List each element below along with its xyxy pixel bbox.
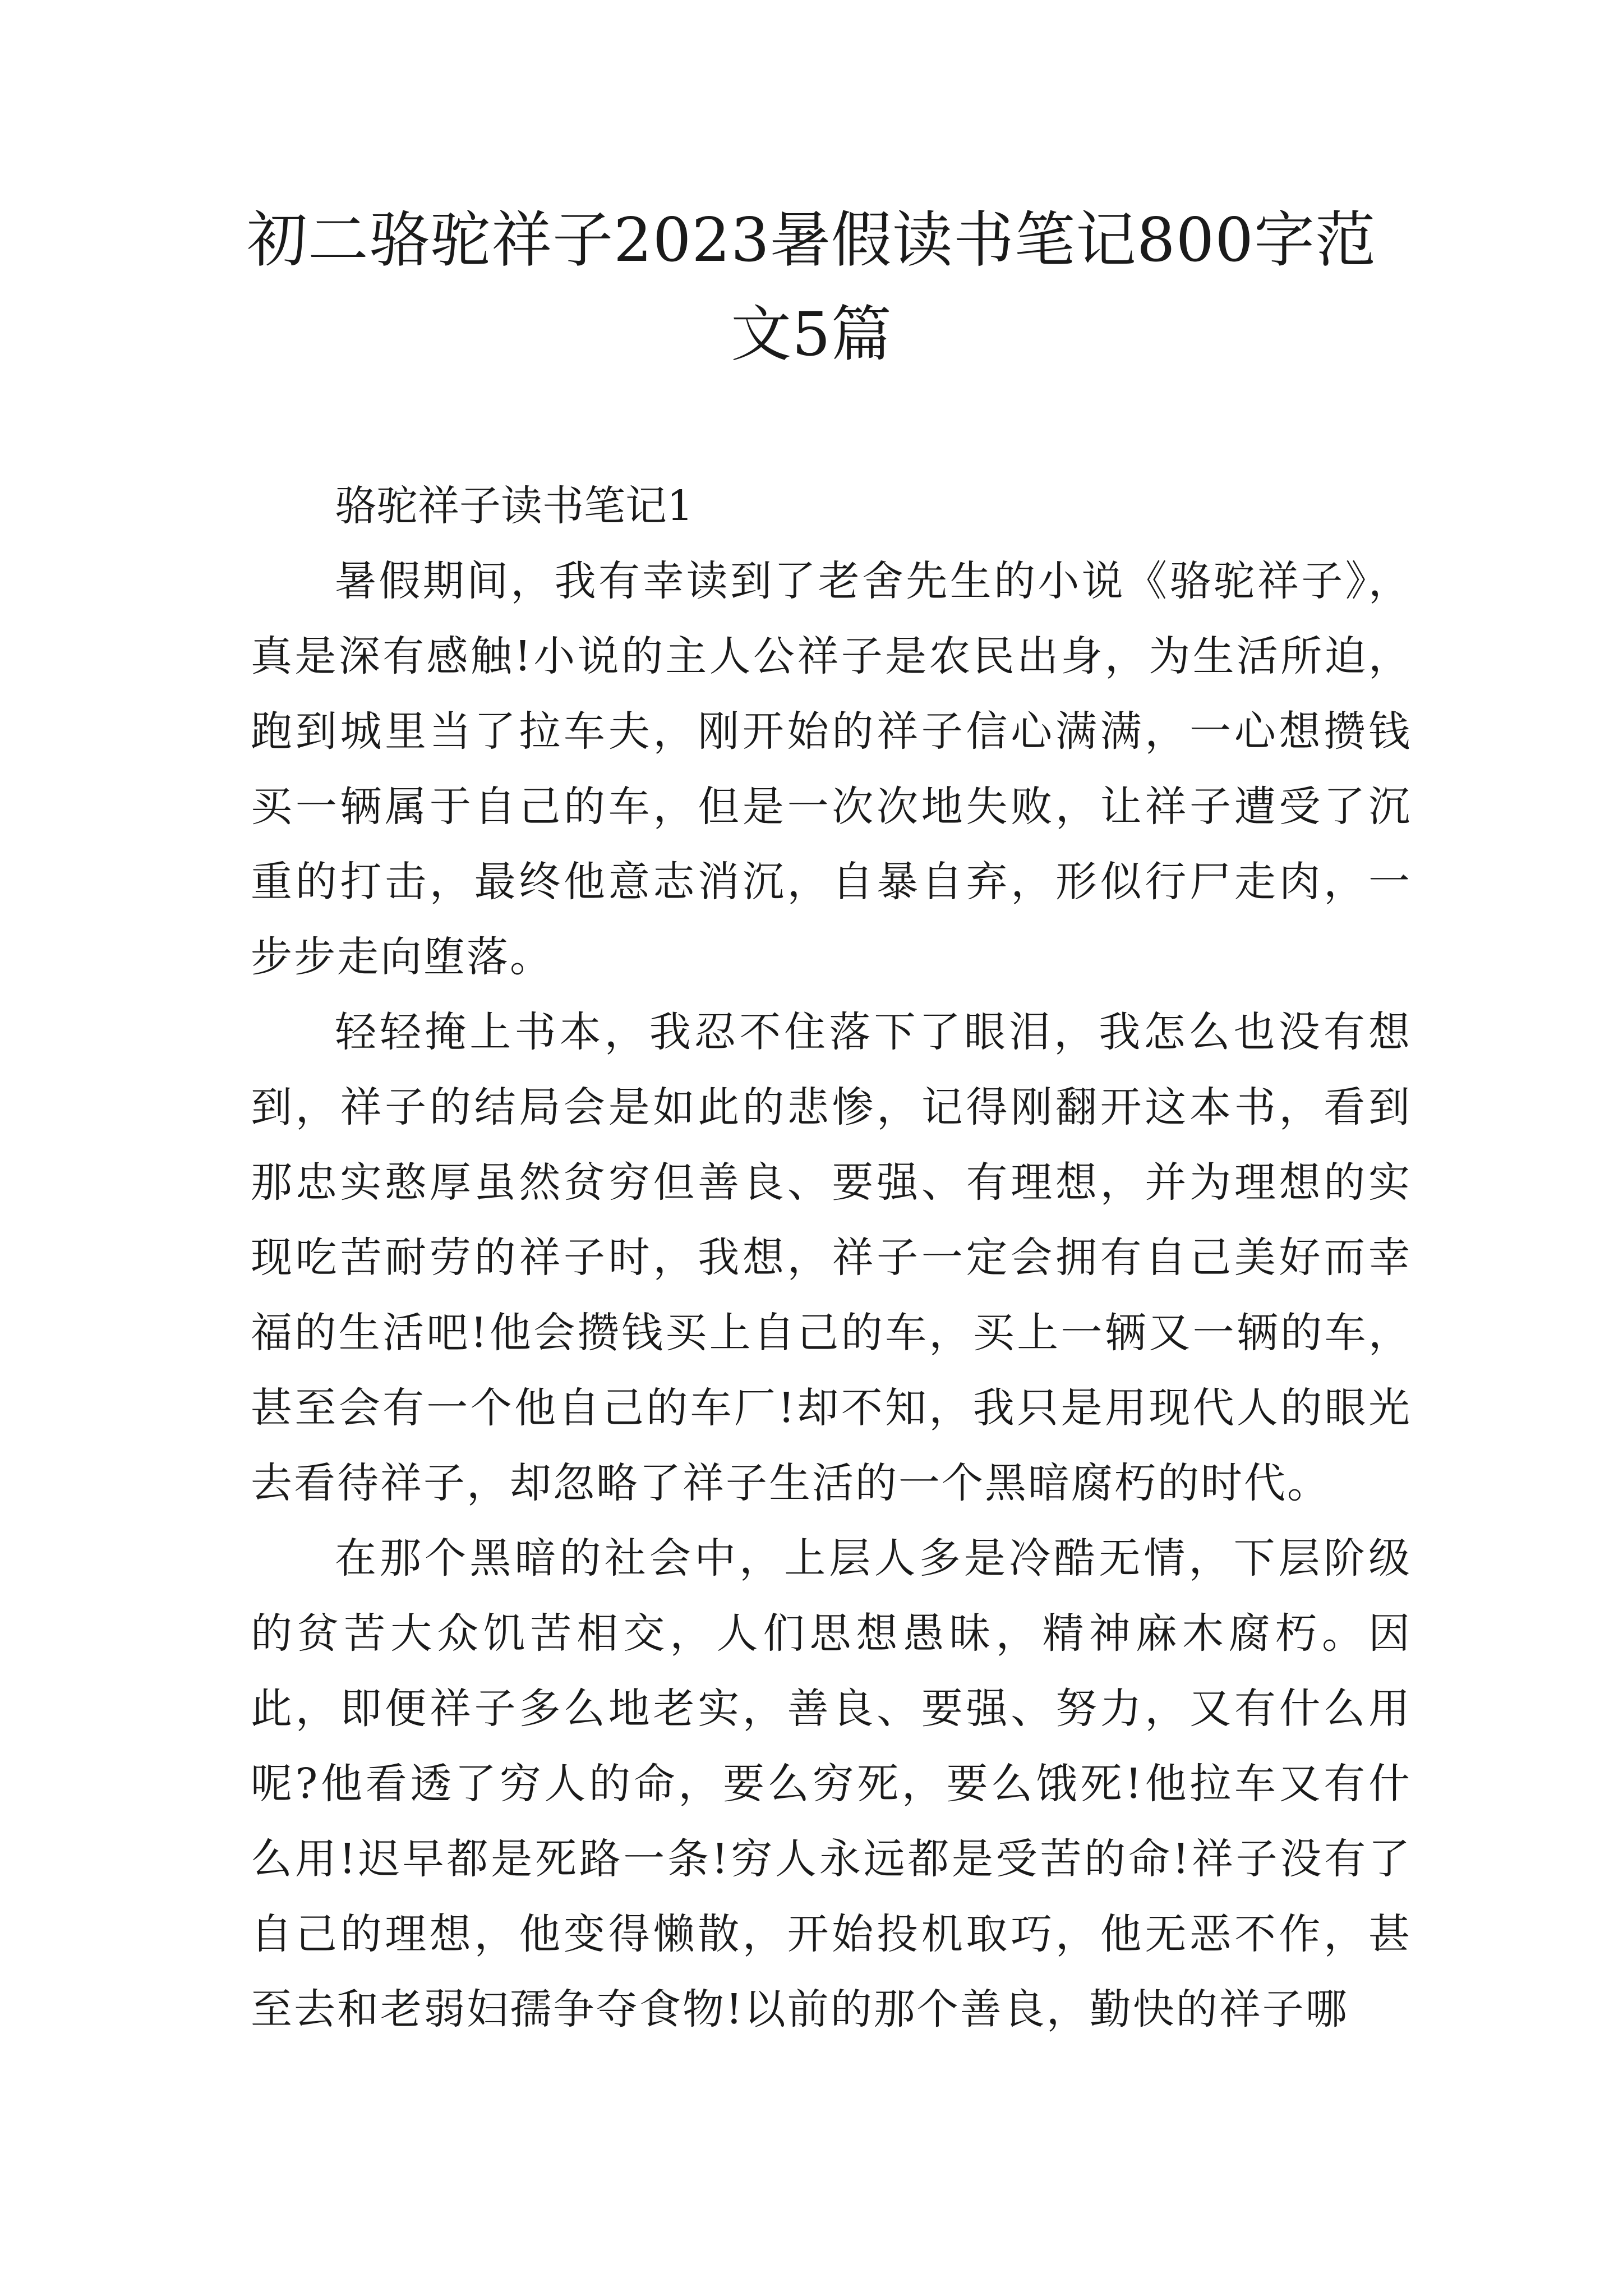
section-heading: 骆驼祥子读书笔记1 [335,482,694,530]
paragraph-2: 轻轻掩上书本，我忍不住落下了眼泪，我怎么也没有想到，祥子的结局会是如此的悲惨，记得刚翻开这本书，看到那忠实憨厚虽然贫穷但善良、要强、有理想，并为理想的实现吃苦耐劳的祥子时，我想，祥子一定会拥有自己美好而幸福的生活吧!他会攒钱买上自己的车，买上一辆又一辆的车，甚至会有一个他自己的车厂!却不知，我只是用现代人的眼光去看待祥子，却忽略了祥子生活的一个黑暗腐朽的时代。 [251,1008,1412,1507]
document-body [251,468,1412,2047]
paragraph-1: 暑假期间，我有幸读到了老舍先生的小说《骆驼祥子》，真是深有感触!小说的主人公祥子是农民出身，为生活所迫，跑到城里当了拉车夫，刚开始的祥子信心满满，一心想攒钱买一辆属于自己的车，但是一次次地失败，让祥子遭受了沉重的打击，最终他意志消沉，自暴自弃，形似行尸走肉，一步步走向堕落。 [251,557,1412,981]
document-title: 初二骆驼祥子2023暑假读书笔记800字范文5篇 [247,205,1376,370]
paragraph-3: 在那个黑暗的社会中，上层人多是冷酷无情，下层阶级的贫苦大众饥苦相交，人们思想愚昧，精神麻木腐朽。因此，即便祥子多么地老实，善良、要强、努力，又有什么用呢?他看透了穷人的命，要么穷死，要么饿死!他拉车又有什么用!迟早都是死路一条!穷人永远都是受苦的命!祥子没有了自己的理想，他变得懒散，开始投机取巧，他无恶不作，甚至去和老弱妇孺争夺食物!以前的那个善良，勤快的祥子哪 [251,1534,1412,2033]
